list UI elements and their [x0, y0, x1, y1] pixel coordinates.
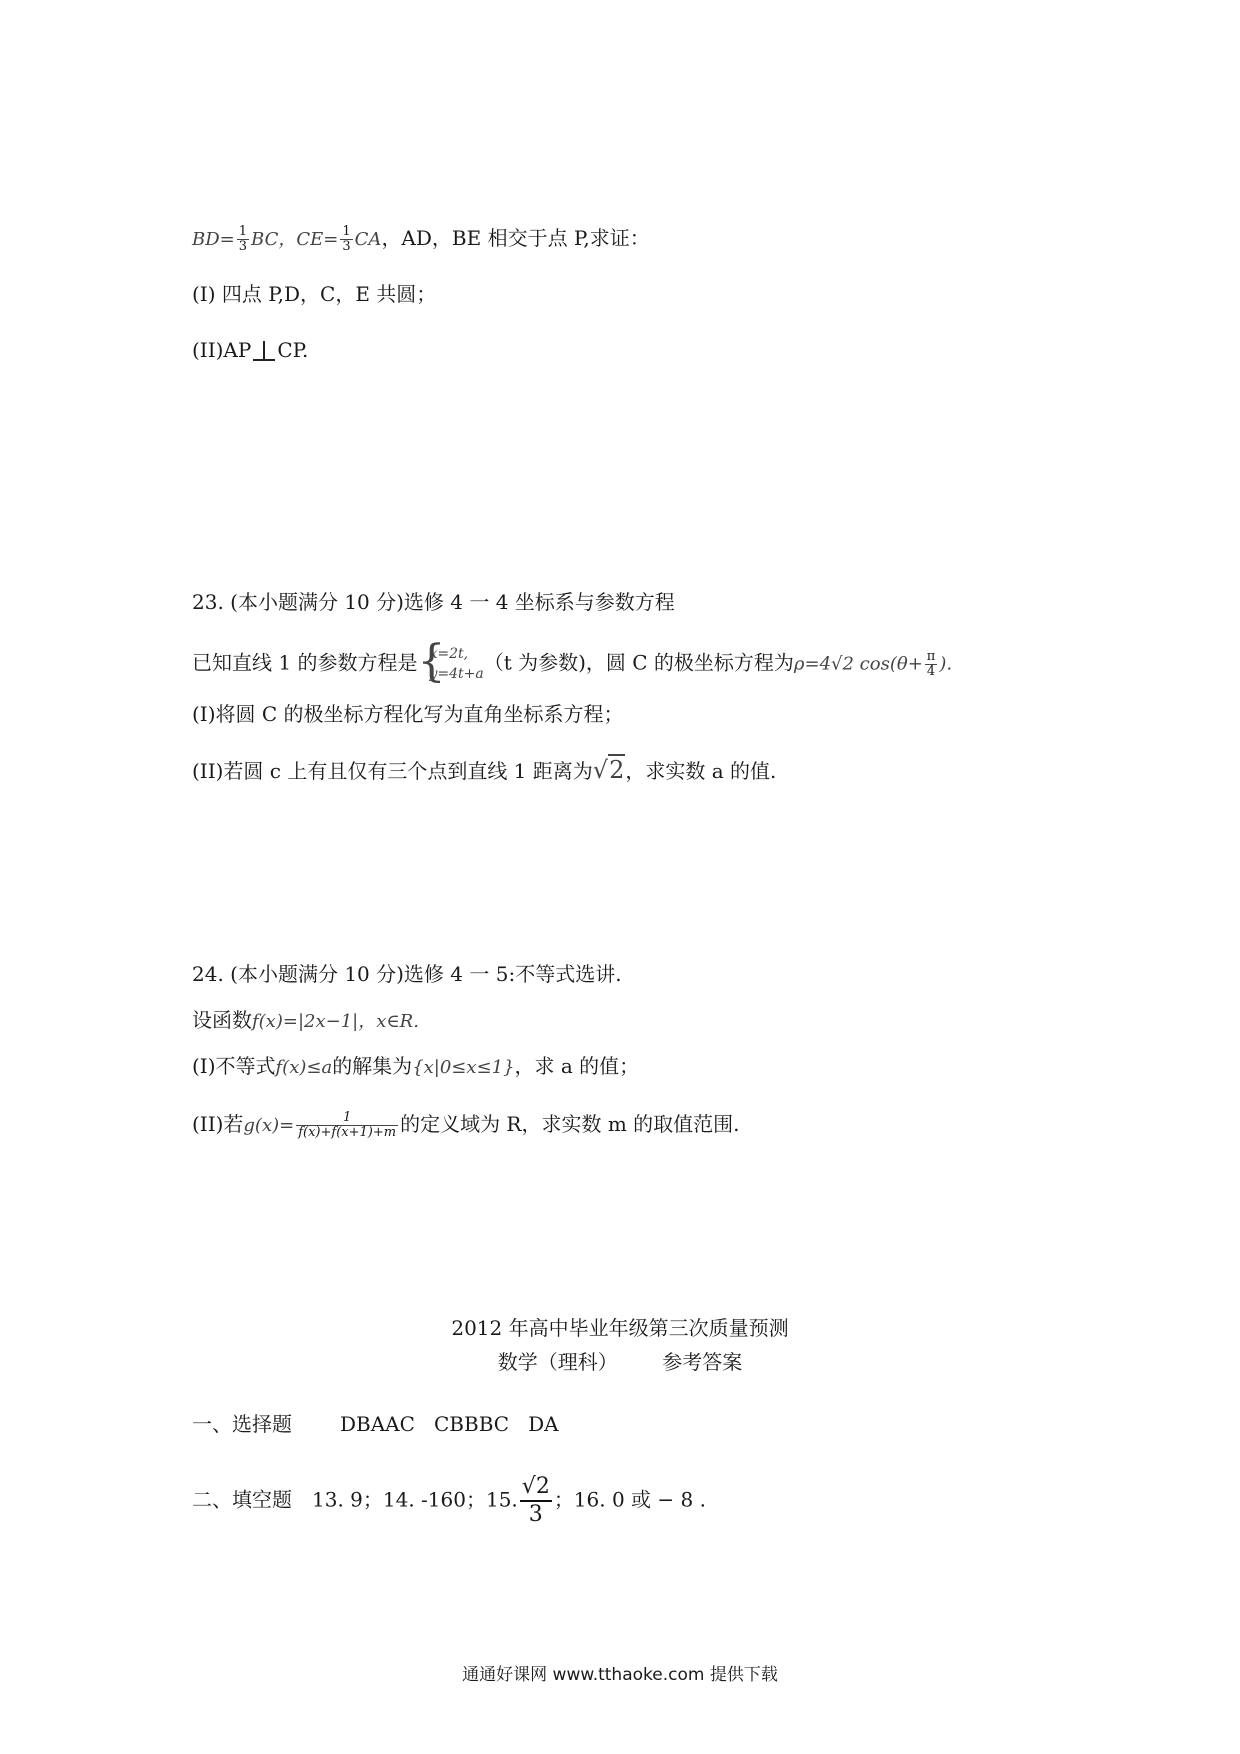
fill-fraction: $\frac{√2}{3}$ [521, 1474, 550, 1527]
sqrt-two: √2 [592, 756, 625, 784]
bd-rhs: BC， [251, 229, 297, 250]
fill-answers-pre: 13. 9；14. -160；15. [312, 1487, 518, 1512]
choice-answers: DBAAC CBBBC DA [340, 1412, 559, 1436]
answers-subtitle: 数学（理科） 参考答案 [497, 1350, 743, 1374]
q22-part2-post: CP. [277, 338, 309, 362]
perpendicular-icon [253, 341, 275, 361]
q24-solution-set: {x|0≤x≤1} [412, 1057, 515, 1078]
fill-answers-row [192, 1474, 706, 1528]
g-fraction: $\frac{1}{f(x)+f(x+1)+m}$ [298, 1110, 397, 1140]
param-equation-system: { x=2t, y=4t+a [417, 644, 483, 684]
q24-intro [192, 1006, 419, 1036]
q23-intro [192, 644, 952, 684]
q24-part1 [192, 1052, 639, 1082]
q23-part2-post: ，求实数 a 的值. [625, 759, 777, 783]
q22-given-line [192, 224, 650, 254]
polar-lhs: ρ=4√2 cos(θ+ [793, 653, 923, 675]
choice-answers-row [192, 1410, 559, 1438]
polar-fraction: $\frac{\pi}{4}$ [926, 648, 936, 679]
q22-part1: (Ⅰ) 四点 P,D，C，E 共圆； [192, 282, 437, 306]
bd-lhs: BD= [192, 229, 235, 250]
q24-part1-mid: 的解集为 [332, 1054, 413, 1078]
q24-part1-post: ，求 a 的值； [514, 1054, 640, 1078]
q23-part2 [192, 756, 776, 785]
ce-rhs: CA [354, 229, 382, 250]
polar-rhs: ). [939, 653, 953, 675]
q22-part2 [192, 336, 308, 364]
q23-intro-pre: 已知直线 1 的参数方程是 [192, 650, 418, 675]
q23-part2-pre: (II)若圆 c 上有且仅有三个点到直线 1 距离为 [192, 759, 593, 783]
q24-intro-pre: 设函数 [192, 1008, 252, 1032]
q24-func: f(x)=|2x−1|，x∈R. [252, 1011, 419, 1032]
q24-part2 [192, 1110, 740, 1140]
q22-given-text: ，AD，BE 相交于点 P,求证： [381, 226, 650, 250]
fill-label: 二、填空题 [192, 1487, 292, 1512]
fill-answers-post: ；16. 0 或 − 8 . [553, 1487, 706, 1512]
q24-title: 24. (本小题满分 10 分)选修 4 一 5:不等式选讲. [192, 962, 622, 986]
bd-fraction: $\frac{1}{3}$ [238, 224, 248, 254]
q23-title: 23. (本小题满分 10 分)选修 4 一 4 坐标系与参数方程 [192, 590, 675, 614]
footer-credit: 通通好课网 www.tthaoke.com 提供下载 [462, 1665, 778, 1685]
choice-label: 一、选择题 [192, 1412, 292, 1436]
q24-part2-post: 的定义域为 R，求实数 m 的取值范围. [400, 1112, 740, 1136]
q24-inequality: f(x)≤a [275, 1057, 333, 1078]
ce-fraction: $\frac{1}{3}$ [342, 224, 351, 254]
g-lhs: g(x)= [243, 1115, 295, 1136]
q23-part1: (I)将圆 C 的极坐标方程化写为直角坐标系方程； [192, 702, 624, 726]
answers-title: 2012 年高中毕业年级第三次质量预测 [451, 1316, 789, 1340]
q23-intro-mid: （t 为参数)，圆 C 的极坐标方程为 [483, 650, 794, 675]
q22-part2-pre: (II)AP [192, 338, 252, 362]
ce-lhs: CE= [296, 229, 339, 250]
q24-part2-pre: (II)若 [192, 1112, 244, 1136]
q24-part1-pre: (I)不等式 [192, 1054, 276, 1078]
